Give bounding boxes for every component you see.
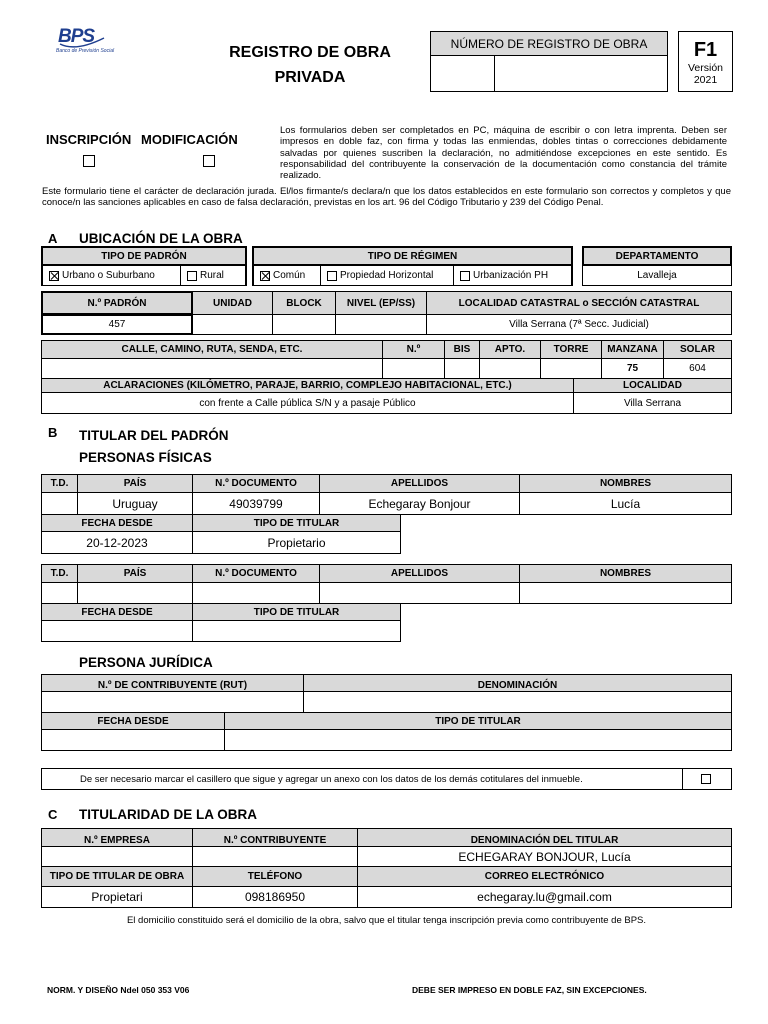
denominacion-input[interactable] — [303, 691, 732, 713]
ph-label: Propiedad Horizontal — [340, 270, 434, 281]
rut-input[interactable] — [41, 691, 304, 713]
calle-header: CALLE, CAMINO, RUTA, SENDA, ETC. — [41, 340, 383, 359]
registro-label: NÚMERO DE REGISTRO DE OBRA — [430, 31, 668, 56]
p2-td-header: T.D. — [41, 564, 78, 583]
denominacion-header: DENOMINACIÓN — [303, 674, 732, 692]
bis-header: BIS — [444, 340, 480, 359]
anexo-checkbox[interactable] — [701, 774, 711, 784]
nivel-header: NIVEL (EP/SS) — [335, 291, 427, 315]
regimen-urbanizacion[interactable] — [453, 265, 573, 286]
manzana-value[interactable]: 75 — [601, 358, 664, 379]
tipo-padron-rural[interactable] — [180, 265, 247, 286]
tipo-titular-obra-value[interactable]: Propietari — [41, 886, 193, 908]
aclaraciones-value[interactable]: con frente a Calle pública S/N y a pasaje Público — [41, 392, 574, 414]
urbano-checkbox-checked[interactable] — [49, 271, 59, 281]
contribuyente-value[interactable] — [192, 846, 358, 867]
footer-doble-faz: DEBE SER IMPRESO EN DOBLE FAZ, SIN EXCEPCIONES. — [412, 985, 647, 995]
declaracion-jurada: Este formulario tiene el carácter de declaración jurada. El/los firmante/s declara/n que los datos establecidos en este formulario son correctos y completos y que conoce/n las sanciones aplicables en caso de falsa declaración, previstas en los art. 96 del Código Tributario y 239 del Código Penal. — [42, 186, 731, 209]
torre-header: TORRE — [540, 340, 602, 359]
p2-fecha-value[interactable] — [41, 620, 193, 642]
departamento-header: DEPARTAMENTO — [582, 246, 732, 266]
calle-value[interactable] — [41, 358, 383, 379]
p1-documento-header: N.º DOCUMENTO — [192, 474, 320, 493]
apto-value[interactable] — [479, 358, 541, 379]
bps-logo — [56, 26, 116, 56]
p1-tipo-titular-header: TIPO DE TITULAR — [192, 514, 401, 532]
p1-td-header: T.D. — [41, 474, 78, 493]
anexo-checkbox-cell[interactable] — [682, 768, 732, 790]
solar-value[interactable]: 604 — [663, 358, 732, 379]
ph-checkbox[interactable] — [327, 271, 337, 281]
p2-tipo-titular-value[interactable] — [192, 620, 401, 642]
urbanizacion-checkbox[interactable] — [460, 271, 470, 281]
aclaraciones-header: ACLARACIONES (KILÓMETRO, PARAJE, BARRIO, COMPLEJO HABITACIONAL, ETC.) — [41, 378, 574, 393]
p2-td-value[interactable] — [41, 582, 78, 604]
p2-pais-header: PAÍS — [77, 564, 193, 583]
juridica-tipo-titular-header: TIPO DE TITULAR — [224, 712, 732, 730]
section-b-title: TITULAR DEL PADRÓN — [79, 428, 229, 443]
p1-nombres-value[interactable]: Lucía — [519, 492, 732, 515]
logo-text: BPS — [58, 26, 95, 47]
p1-fecha-value[interactable]: 20-12-2023 — [41, 531, 193, 554]
p1-nombres-header: NOMBRES — [519, 474, 732, 493]
juridica-fecha-input[interactable] — [41, 729, 225, 751]
empresa-header: N.º EMPRESA — [41, 828, 193, 847]
p1-fecha-header: FECHA DESDE — [41, 514, 193, 532]
departamento-value[interactable]: Lavalleja — [582, 265, 732, 286]
block-header: BLOCK — [272, 291, 336, 315]
p2-nombres-value[interactable] — [519, 582, 732, 604]
p2-nombres-header: NOMBRES — [519, 564, 732, 583]
block-value[interactable] — [272, 314, 336, 335]
regimen-ph[interactable] — [320, 265, 454, 286]
modificacion-label: MODIFICACIÓN — [141, 132, 238, 147]
urbano-label: Urbano o Suburbano — [62, 270, 155, 281]
denominacion-titular-header: DENOMINACIÓN DEL TITULAR — [357, 828, 732, 847]
persona-juridica-title: PERSONA JURÍDICA — [79, 655, 213, 670]
modificacion-checkbox[interactable] — [203, 155, 215, 167]
rural-checkbox[interactable] — [187, 271, 197, 281]
comun-label: Común — [273, 270, 306, 281]
rural-label: Rural — [200, 270, 224, 281]
regimen-comun[interactable] — [252, 265, 321, 286]
title-line-2: PRIVADA — [274, 69, 346, 86]
solar-header: SOLAR — [663, 340, 732, 359]
unidad-header: UNIDAD — [192, 291, 273, 315]
p2-pais-value[interactable] — [77, 582, 193, 604]
localidad-value[interactable]: Villa Serrana — [573, 392, 732, 414]
logo-subtext: Banco de Previsión Social — [56, 48, 115, 54]
torre-value[interactable] — [540, 358, 602, 379]
version-year: 2021 — [693, 73, 718, 86]
section-a-title: UBICACIÓN DE LA OBRA — [79, 231, 243, 246]
p2-tipo-titular-header: TIPO DE TITULAR — [192, 603, 401, 621]
p2-documento-header: N.º DOCUMENTO — [192, 564, 320, 583]
p2-fecha-header: FECHA DESDE — [41, 603, 193, 621]
comun-checkbox-checked[interactable] — [260, 271, 270, 281]
contribuyente-header: N.º CONTRIBUYENTE — [192, 828, 358, 847]
p1-documento-value[interactable]: 49039799 — [192, 492, 320, 515]
rut-header: N.º DE CONTRIBUYENTE (RUT) — [41, 674, 304, 692]
personas-fisicas-title: PERSONAS FÍSICAS — [79, 450, 212, 465]
juridica-fecha-header: FECHA DESDE — [41, 712, 225, 730]
p1-td-value[interactable] — [41, 492, 78, 515]
localidad-header: LOCALIDAD — [573, 378, 732, 393]
section-c-title: TITULARIDAD DE LA OBRA — [79, 807, 257, 822]
padron-value[interactable]: 457 — [41, 314, 193, 335]
p2-apellidos-header: APELLIDOS — [319, 564, 520, 583]
nivel-value[interactable] — [335, 314, 427, 335]
correo-value[interactable]: echegaray.lu@gmail.com — [357, 886, 732, 908]
footer-norm: NORM. Y DISEÑO Ndel 050 353 V06 — [47, 985, 190, 995]
juridica-tipo-titular-input[interactable] — [224, 729, 732, 751]
numero-value[interactable] — [382, 358, 445, 379]
domicilio-note: El domicilio constituido será el domicilio de la obra, salvo que el titular tenga inscripción previa como contribuyente de BPS. — [126, 915, 647, 926]
numero-header: N.º — [382, 340, 445, 359]
section-c-letter: C — [48, 807, 58, 822]
section-b-letter: B — [48, 425, 58, 440]
p2-documento-value[interactable] — [192, 582, 320, 604]
empresa-value[interactable] — [41, 846, 193, 867]
localidad-catastral-value[interactable]: Villa Serrana (7ª Secc. Judicial) — [426, 314, 732, 335]
bis-value[interactable] — [444, 358, 480, 379]
telefono-value[interactable]: 098186950 — [192, 886, 358, 908]
tipo-regimen-header: TIPO DE RÉGIMEN — [252, 246, 573, 266]
p1-apellidos-value[interactable]: Echegaray Bonjour — [319, 492, 520, 515]
instructions-text: Los formularios deben ser completados en PC, máquina de escribir o con letra imprenta. Deben ser impresos en doble faz, con firma y todas las enmiendas, dobles tintas o correcciones debidamente salvadas por quienes suscriben la declaración, no admitiéndose excepciones en este sentido. Es responsabilidad del contribuyente la conservación de la documentación como constancia del trámite realizado. — [280, 125, 727, 182]
telefono-header: TELÉFONO — [192, 866, 358, 887]
form-code: F1 — [693, 38, 718, 61]
registro-input-b[interactable] — [494, 55, 668, 92]
registro-input-a[interactable] — [430, 55, 495, 92]
inscripcion-label: INSCRIPCIÓN — [46, 132, 132, 147]
apto-header: APTO. — [479, 340, 541, 359]
section-a-letter: A — [48, 231, 58, 246]
localidad-catastral-header: LOCALIDAD CATASTRAL o SECCIÓN CATASTRAL — [426, 291, 732, 315]
tipo-padron-urbano[interactable] — [41, 265, 181, 286]
anexo-text: De ser necesario marcar el casillero que sigue y agregar un anexo con los datos de los demás cotitulares del inmueble. — [41, 768, 683, 790]
tipo-titular-obra-header: TIPO DE TITULAR DE OBRA — [41, 866, 193, 887]
form-code-box — [678, 31, 733, 92]
tipo-padron-header: TIPO DE PADRÓN — [41, 246, 247, 266]
inscripcion-checkbox[interactable] — [83, 155, 95, 167]
p2-apellidos-value[interactable] — [319, 582, 520, 604]
form-title — [205, 40, 415, 90]
version-label: Versión — [687, 61, 724, 74]
urbanizacion-label: Urbanización PH — [473, 270, 549, 281]
unidad-value[interactable] — [192, 314, 273, 335]
p1-tipo-titular-value[interactable]: Propietario — [192, 531, 401, 554]
title-line-1: REGISTRO DE OBRA — [229, 44, 391, 61]
manzana-header: MANZANA — [601, 340, 664, 359]
correo-header: CORREO ELECTRÓNICO — [357, 866, 732, 887]
p1-pais-header: PAÍS — [77, 474, 193, 493]
denominacion-titular-value[interactable]: ECHEGARAY BONJOUR, Lucía — [357, 846, 732, 867]
p1-apellidos-header: APELLIDOS — [319, 474, 520, 493]
p1-pais-value[interactable]: Uruguay — [77, 492, 193, 515]
padron-header: N.º PADRÓN — [41, 291, 193, 315]
